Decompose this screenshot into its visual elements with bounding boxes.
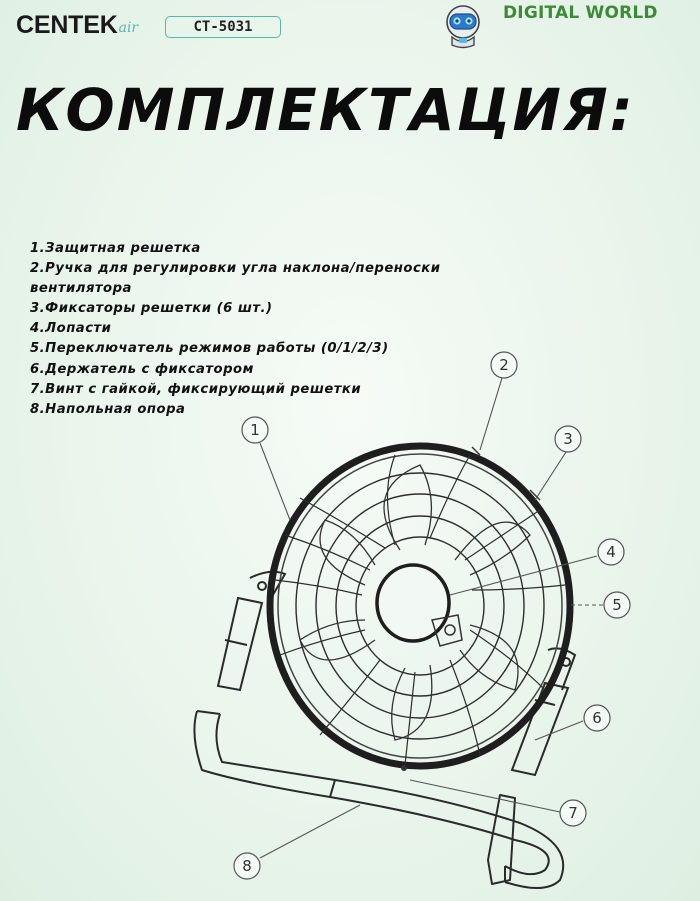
callout-5 <box>604 592 630 618</box>
callout-4 <box>598 539 624 565</box>
list-item: 4.Лопасти <box>30 321 112 337</box>
callout-label: 7 <box>568 804 578 822</box>
brand-logo <box>16 12 138 38</box>
callout-label: 1 <box>250 421 260 439</box>
callout-label: 8 <box>242 857 252 875</box>
list-item: 5.Переключатель режимов работы (0/1/2/3) <box>30 341 389 357</box>
list-item: 1.Защитная решетка <box>30 241 201 256</box>
robot-astronaut-icon <box>444 4 482 50</box>
screw-icon <box>401 765 407 771</box>
callout-label: 3 <box>563 430 573 448</box>
callout-8 <box>234 853 260 879</box>
callout-label: 5 <box>612 596 622 614</box>
callout-2 <box>491 352 517 378</box>
brand-suffix: air <box>118 20 139 36</box>
callout-label: 4 <box>606 543 616 561</box>
list-item: 2.Ручка для регулировки угла наклона/переноски вентилятора <box>30 261 441 297</box>
callout-label: 6 <box>592 709 602 727</box>
store-name: DIGITAL WORLD <box>503 3 658 23</box>
fan-diagram <box>0 330 700 901</box>
callout-label: 2 <box>499 356 509 374</box>
fan-body <box>270 446 570 771</box>
page-title: КОМПЛЕКТАЦИЯ: <box>16 76 635 144</box>
callout-3 <box>555 426 581 452</box>
callout-1 <box>242 417 268 443</box>
brand-name: CENTEK <box>16 11 118 39</box>
list-item: 6.Держатель с фиксатором <box>30 361 254 377</box>
model-badge: CT-5031 <box>165 16 281 38</box>
callout-6 <box>584 705 610 731</box>
list-item: 3.Фиксаторы решетки (6 шт.) <box>30 301 273 317</box>
list-item: 8.Напольная опора <box>30 401 186 417</box>
callout-7 <box>560 800 586 826</box>
list-item: 7.Винт с гайкой, фиксирующий решетки <box>30 381 362 397</box>
